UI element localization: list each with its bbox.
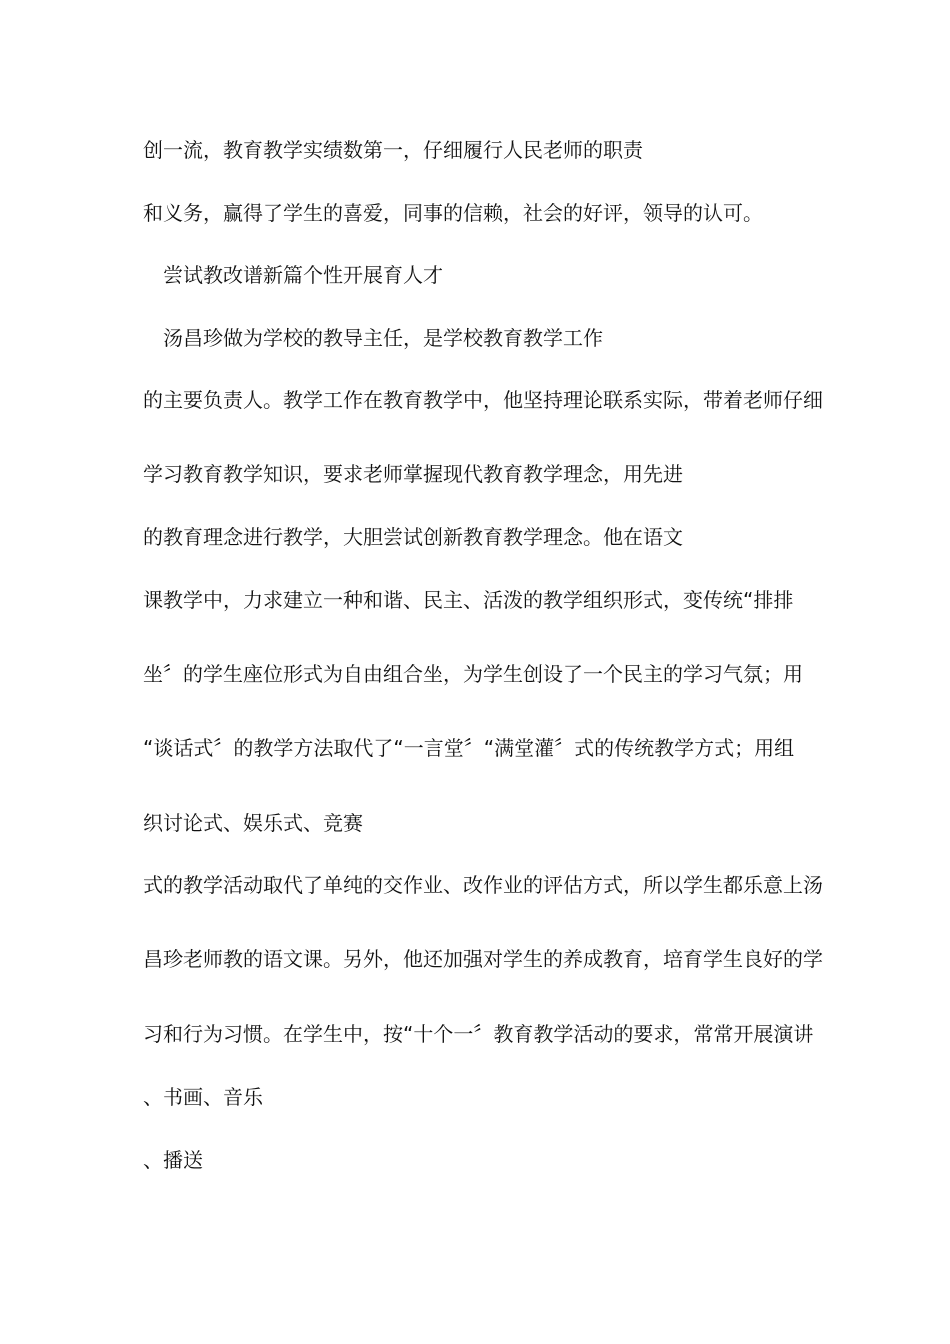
text-line: “谈话式〞的教学方法取代了“一言堂〞“满堂灌〞式的传统教学方式；用组	[143, 736, 795, 760]
text-line: 课教学中，力求建立一种和谐、民主、活泼的教学组织形式，变传统“排排	[143, 588, 794, 612]
text-line: 的教育理念进行教学，大胆尝试创新教育教学理念。他在语文	[143, 525, 683, 549]
text-line: 昌珍老师教的语文课。另外，他还加强对学生的养成教育，培育学生良好的学	[143, 947, 823, 971]
text-line: 创一流，教育教学实绩数第一，仔细履行人民老师的职责	[143, 138, 643, 162]
text-line: 式的教学活动取代了单纯的交作业、改作业的评估方式，所以学生都乐意上汤	[143, 873, 823, 897]
text-line: 和义务，赢得了学生的喜爱，同事的信赖，社会的好评，领导的认可。	[143, 201, 763, 225]
text-line: 、书画、音乐	[143, 1085, 263, 1109]
text-line: 学习教育教学知识，要求老师掌握现代教育教学理念，用先进	[143, 462, 683, 486]
text-line: 的主要负责人。教学工作在教育教学中，他坚持理论联系实际，带着老师仔细	[143, 388, 823, 412]
section-heading: 尝试教改谱新篇个性开展育人才	[163, 263, 443, 287]
text-line: 坐〞的学生座位形式为自由组合坐，为学生创设了一个民主的学习气氛；用	[143, 662, 803, 686]
text-line: 习和行为习惯。在学生中，按“十个一〞教育教学活动的要求，常常开展演讲	[143, 1022, 814, 1046]
text-line: 汤昌珍做为学校的教导主任，是学校教育教学工作	[163, 326, 603, 350]
text-line: 织讨论式、娱乐式、竞赛	[143, 811, 363, 835]
text-line: 、播送	[143, 1148, 203, 1172]
